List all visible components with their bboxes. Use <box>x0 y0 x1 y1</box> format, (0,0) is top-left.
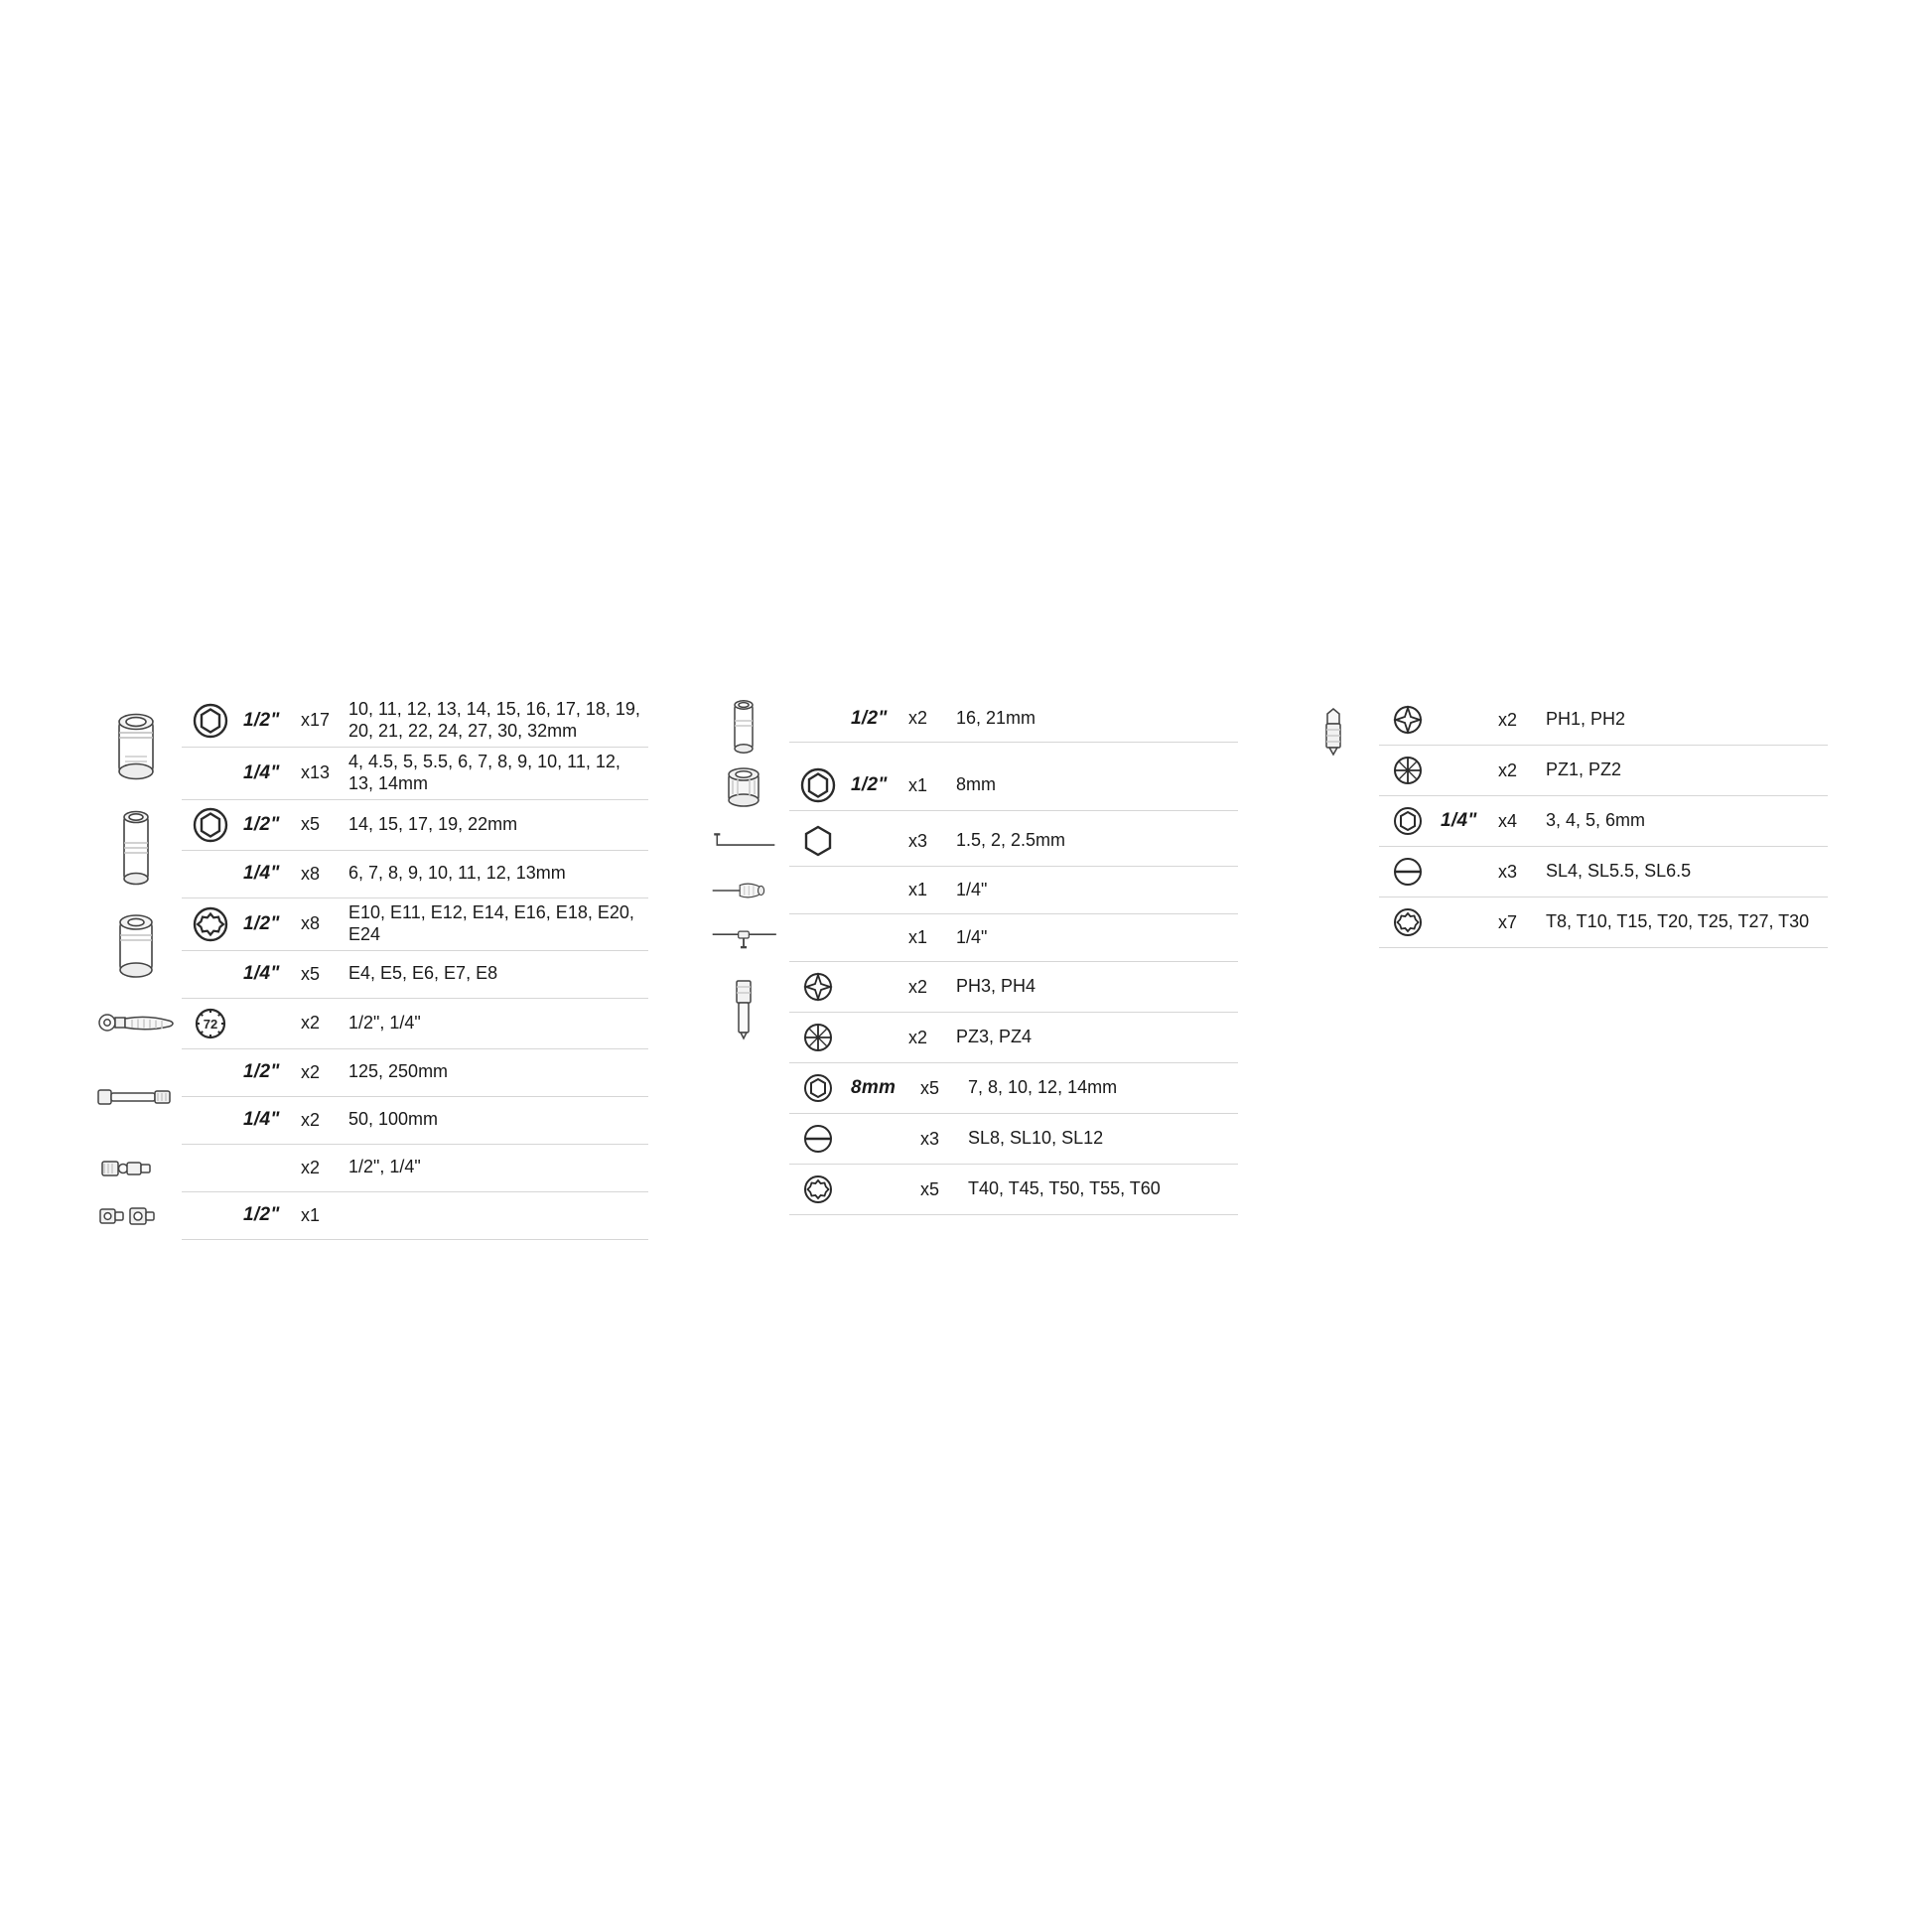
item-group-deep-sockets <box>94 800 648 898</box>
item-group-rows <box>789 695 1238 760</box>
quantity-label: x2 <box>908 708 928 728</box>
table-row <box>182 1097 648 1145</box>
size-label: 1/2" <box>851 774 888 795</box>
contents-columns <box>94 695 1852 1240</box>
table-row <box>1379 695 1828 746</box>
table-row <box>789 867 1238 914</box>
quantity-label: x1 <box>908 774 928 795</box>
item-group-rows <box>182 1145 648 1192</box>
hex-bit-icon <box>1379 800 1437 842</box>
table-row <box>1379 897 1828 948</box>
item-group-rows <box>789 760 1238 816</box>
item-group-rows <box>182 999 648 1049</box>
item-group-rows <box>1379 796 1828 948</box>
size-label: 1/4" <box>1441 810 1477 831</box>
size-label: 8mm <box>851 1077 897 1098</box>
size-label: 1/2" <box>243 1061 280 1083</box>
item-group-rows <box>182 800 648 898</box>
item-group-impact-socket <box>702 760 1238 816</box>
quantity-label: x7 <box>1498 911 1518 932</box>
item-group-short-bits-cont <box>1292 796 1828 948</box>
quantity-label: x3 <box>908 830 928 851</box>
slotted-icon <box>789 1118 847 1160</box>
description-label: PZ1, PZ2 <box>1546 759 1622 780</box>
size-label: 1/4" <box>243 1109 280 1131</box>
table-row <box>1379 847 1828 897</box>
hex-key-picture <box>702 816 789 867</box>
no-picture <box>702 1063 789 1215</box>
table-row <box>182 695 648 748</box>
ratchet-handle-picture <box>94 999 182 1049</box>
quantity-label: x8 <box>301 863 321 884</box>
table-row <box>789 1165 1238 1215</box>
description-label: 50, 100mm <box>348 1109 439 1130</box>
torx-socket-icon <box>182 903 239 945</box>
item-group-rows <box>789 867 1238 914</box>
size-label: 1/2" <box>851 707 888 729</box>
table-row <box>789 760 1238 811</box>
quantity-label: x2 <box>1498 759 1518 780</box>
quantity-label: x1 <box>908 927 928 947</box>
item-group-ratchet <box>94 999 648 1049</box>
description-label: 16, 21mm <box>956 707 1036 728</box>
quantity-label: x2 <box>908 976 928 997</box>
table-row <box>182 1145 648 1192</box>
table-row <box>1379 746 1828 796</box>
description-label: 1/4" <box>956 879 988 899</box>
hex-socket-icon <box>789 764 847 806</box>
hex-icon <box>789 820 847 862</box>
description-label: T40, T45, T50, T55, T60 <box>968 1178 1161 1199</box>
phillips-icon <box>789 966 847 1008</box>
table-row <box>182 800 648 851</box>
hex-bit-icon <box>789 1067 847 1109</box>
quantity-label: x1 <box>301 1204 321 1225</box>
size-label: 1/2" <box>243 912 280 934</box>
table-row <box>789 816 1238 867</box>
item-group-rows <box>1379 695 1828 796</box>
contents-column-1 <box>94 695 648 1240</box>
table-row <box>182 999 648 1049</box>
quantity-label: x17 <box>301 710 331 731</box>
table-row <box>789 695 1238 743</box>
size-label: 1/2" <box>243 1204 280 1226</box>
quantity-label: x3 <box>920 1128 940 1149</box>
description-label: E10, E11, E12, E14, E16, E18, E20, E24 <box>348 901 634 944</box>
description-label: SL8, SL10, SL12 <box>968 1128 1104 1149</box>
description-label: 1/4" <box>956 926 988 947</box>
quantity-label: x2 <box>1498 709 1518 730</box>
item-group-spark-plug-socket <box>702 695 1238 760</box>
svg-text:72: 72 <box>203 1016 218 1032</box>
description-label: 10, 11, 12, 13, 14, 15, 16, 17, 18, 19, 20, 21, 22, 24, 27, 30, 32mm <box>348 699 640 741</box>
table-row <box>789 1063 1238 1114</box>
table-row <box>182 851 648 898</box>
quantity-label: x13 <box>301 762 331 783</box>
table-row <box>182 951 648 999</box>
table-row <box>789 1114 1238 1165</box>
no-picture <box>1292 796 1379 948</box>
quantity-label: x2 <box>301 1061 321 1082</box>
item-group-rows <box>789 914 1238 962</box>
table-row <box>182 898 648 951</box>
item-group-rows <box>789 962 1238 1063</box>
pozidriv-icon <box>789 1017 847 1058</box>
description-label: PH1, PH2 <box>1546 709 1626 730</box>
quantity-label: x8 <box>301 913 321 934</box>
item-group-rows <box>789 1063 1238 1215</box>
quantity-label: x2 <box>301 1157 321 1177</box>
hex-socket-icon <box>182 804 239 846</box>
item-group-short-bits <box>1292 695 1828 796</box>
quantity-label: x5 <box>920 1077 940 1098</box>
slotted-icon <box>1379 851 1437 893</box>
short-bit-picture <box>1292 695 1379 796</box>
description-label: 1/2", 1/4" <box>348 1012 421 1033</box>
contents-column-2 <box>702 695 1238 1215</box>
phillips-icon <box>1379 699 1437 741</box>
item-group-rows <box>182 898 648 999</box>
item-group-bit-screwdriver <box>702 867 1238 914</box>
long-bit-picture <box>702 962 789 1063</box>
pozidriv-icon <box>1379 750 1437 791</box>
quantity-label: x2 <box>908 1027 928 1047</box>
item-group-rows <box>182 695 648 800</box>
spark-plug-socket-picture <box>702 695 789 760</box>
item-group-hex-sockets <box>94 695 648 800</box>
table-row <box>789 914 1238 962</box>
table-row <box>182 1049 648 1097</box>
teeth-72-icon <box>182 1003 239 1044</box>
table-row <box>789 962 1238 1013</box>
quantity-label: x1 <box>908 880 928 899</box>
description-label: E4, E5, E6, E7, E8 <box>348 963 498 984</box>
item-group-torx-sockets <box>94 898 648 999</box>
description-label: SL4, SL5.5, SL6.5 <box>1546 861 1692 882</box>
quantity-label: x3 <box>1498 861 1518 882</box>
hex-socket-short-picture <box>94 695 182 800</box>
deep-socket-picture <box>94 800 182 898</box>
item-group-extension-bars <box>94 1049 648 1145</box>
description-label: 1.5, 2, 2.5mm <box>956 830 1066 851</box>
item-group-rows <box>182 1049 648 1145</box>
item-group-universal-joint <box>94 1145 648 1192</box>
torx-bit-icon <box>789 1169 847 1210</box>
description-label: 1/2", 1/4" <box>348 1157 421 1177</box>
item-group-rows <box>789 816 1238 867</box>
hex-socket-icon <box>182 700 239 742</box>
size-label: 1/2" <box>243 709 280 731</box>
quantity-label: x4 <box>1498 810 1518 831</box>
table-row <box>789 1013 1238 1063</box>
size-label: 1/4" <box>243 761 280 783</box>
table-row <box>1379 796 1828 847</box>
item-group-rows <box>182 1192 648 1240</box>
description-label: 6, 7, 8, 9, 10, 11, 12, 13mm <box>348 863 566 884</box>
description-label: T8, T10, T15, T20, T25, T27, T30 <box>1546 911 1810 932</box>
size-label: 1/4" <box>243 863 280 885</box>
quantity-label: x2 <box>301 1013 321 1034</box>
size-label: 1/4" <box>243 963 280 985</box>
description-label: 4, 4.5, 5, 5.5, 6, 7, 8, 9, 10, 11, 12, 13, 14mm <box>348 751 621 793</box>
table-row <box>182 748 648 800</box>
description-label: PH3, PH4 <box>956 976 1036 997</box>
impact-socket-picture <box>702 760 789 816</box>
item-group-bits-large <box>702 1063 1238 1215</box>
adapter-pair-picture <box>94 1192 182 1240</box>
t-handle-picture <box>702 914 789 962</box>
description-label: 14, 15, 17, 19, 22mm <box>348 813 518 834</box>
extension-bar-picture <box>94 1049 182 1145</box>
table-row <box>182 1192 648 1240</box>
torx-bit-icon <box>1379 901 1437 943</box>
description-label: 3, 4, 5, 6mm <box>1546 810 1646 831</box>
quantity-label: x5 <box>301 814 321 835</box>
quantity-label: x5 <box>301 963 321 984</box>
size-label: 1/2" <box>243 813 280 835</box>
item-group-adapter <box>94 1192 648 1240</box>
contents-column-3 <box>1292 695 1828 948</box>
description-label: PZ3, PZ4 <box>956 1027 1033 1047</box>
quantity-label: x5 <box>920 1178 940 1199</box>
bit-screwdriver-picture <box>702 867 789 914</box>
torx-socket-picture <box>94 898 182 999</box>
quantity-label: x2 <box>301 1109 321 1130</box>
description-label: 125, 250mm <box>348 1061 449 1082</box>
item-group-hex-key <box>702 816 1238 867</box>
item-group-t-handle <box>702 914 1238 962</box>
description-label: 8mm <box>956 774 996 795</box>
description-label: 7, 8, 10, 12, 14mm <box>968 1077 1118 1098</box>
item-group-long-bits <box>702 962 1238 1063</box>
universal-joint-picture <box>94 1145 182 1192</box>
